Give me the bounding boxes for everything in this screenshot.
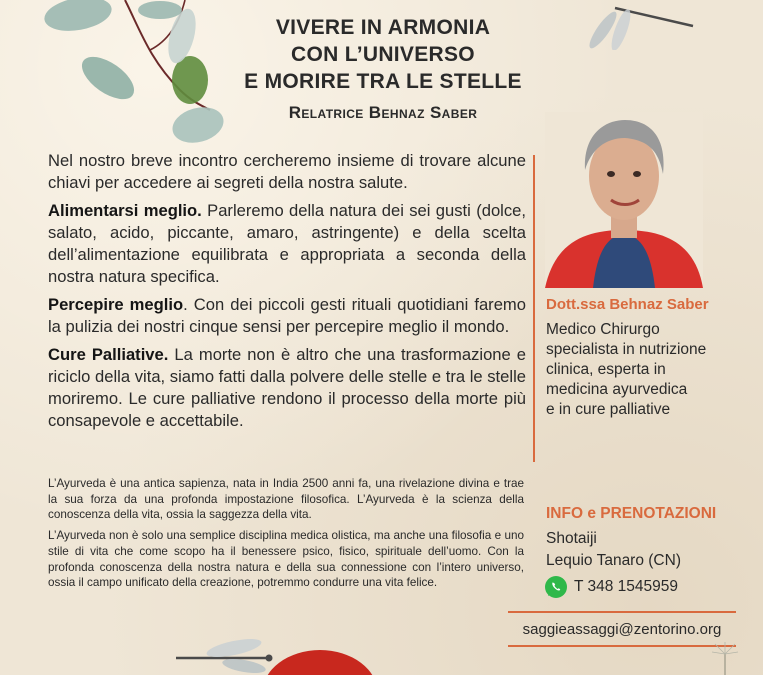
speaker-name: Dott.ssa Behnaz Saber xyxy=(546,296,709,313)
whatsapp-icon xyxy=(544,575,568,599)
horizontal-divider xyxy=(508,611,736,613)
heading-line-1: VIVERE IN ARMONIA xyxy=(275,16,491,39)
section-paragraph xyxy=(48,344,526,432)
dragonfly-illustration xyxy=(585,0,695,50)
info-town: Lequio Tanaro (CN) xyxy=(546,552,681,569)
description-line: e in cure palliative xyxy=(546,401,671,418)
section-text: . Con dei piccoli gesti rituali quotidiani faremo la pulizia dei nostri cinque sensi per percepire meglio il mondo. xyxy=(48,295,526,336)
description-line: Medico Chirurgo xyxy=(546,321,660,338)
section-title: Cure Palliative. xyxy=(48,345,169,364)
description-line: clinica, esperta in xyxy=(546,361,666,378)
speaker-line: Relatrice Behnaz Saber xyxy=(288,103,478,122)
ayurveda-paragraph: L’Ayurveda non è solo una semplice disciplina medica olistica, ma anche una filosofia e uno stile di vita che come scopo ha il benessere psico, fisico, spirituale dell’uomo. Con la profonda conoscenza della nostra natura e della sua connessione con l’intero universo, ossia il campo unificato della creazione, potremmo condurre una vita felice. xyxy=(48,529,524,590)
red-sun-illustration xyxy=(262,648,382,675)
section-title: Alimentarsi meglio. xyxy=(48,201,202,220)
poster-heading xyxy=(218,14,548,123)
section-paragraph xyxy=(48,200,526,288)
section-paragraph xyxy=(48,294,526,338)
ayurveda-paragraph: L’Ayurveda è una antica sapienza, nata in India 2500 anni fa, una rivelazione divina e trae la sua forza da una profonda impostazione filosofica. L’Ayurveda è la scienza della conoscenza della vita, ossia la saggezza della vita. xyxy=(48,477,524,522)
main-description xyxy=(48,150,526,438)
intro-paragraph: Nel nostro breve incontro cercheremo insieme di trovare alcune chiavi per accedere ai segreti della nostra salute. xyxy=(48,151,526,192)
phone-number: T 348 1545959 xyxy=(574,578,679,595)
heading-line-2: CON L’UNIVERSO xyxy=(291,43,475,66)
section-title: Percepire meglio xyxy=(48,295,184,314)
leaf-branch-illustration xyxy=(30,0,230,150)
email-address[interactable]: saggieassaggi@zentorino.org xyxy=(522,621,722,638)
info-place: Shotaiji xyxy=(546,530,597,547)
ayurveda-description xyxy=(48,476,524,596)
section-text: La morte non è altro che una trasformazione e riciclo della vita, siamo fatti dalla polvere delle stelle e tra le stelle moriremo. Le cure palliative rendono il processo della morte più consapevole e accettabile. xyxy=(48,345,526,430)
info-title: INFO e PRENOTAZIONI xyxy=(546,505,717,522)
phone-row xyxy=(544,575,678,599)
speaker-description xyxy=(546,320,746,420)
section-text: Parleremo della natura dei sei gusti (dolce, salato, acido, piccante, amaro, astringente) e della scelta dell’alimentazione equilibrata e appropriata a seconda della nostra natura specifica. xyxy=(48,201,526,286)
speaker-portrait xyxy=(545,112,703,288)
heading-line-3: E MORIRE TRA LE STELLE xyxy=(244,70,522,93)
description-line: medicina ayurvedica xyxy=(546,381,688,398)
dandelion-illustration xyxy=(700,640,750,675)
description-line: specialista in nutrizione xyxy=(546,341,707,358)
vertical-divider xyxy=(533,155,535,462)
